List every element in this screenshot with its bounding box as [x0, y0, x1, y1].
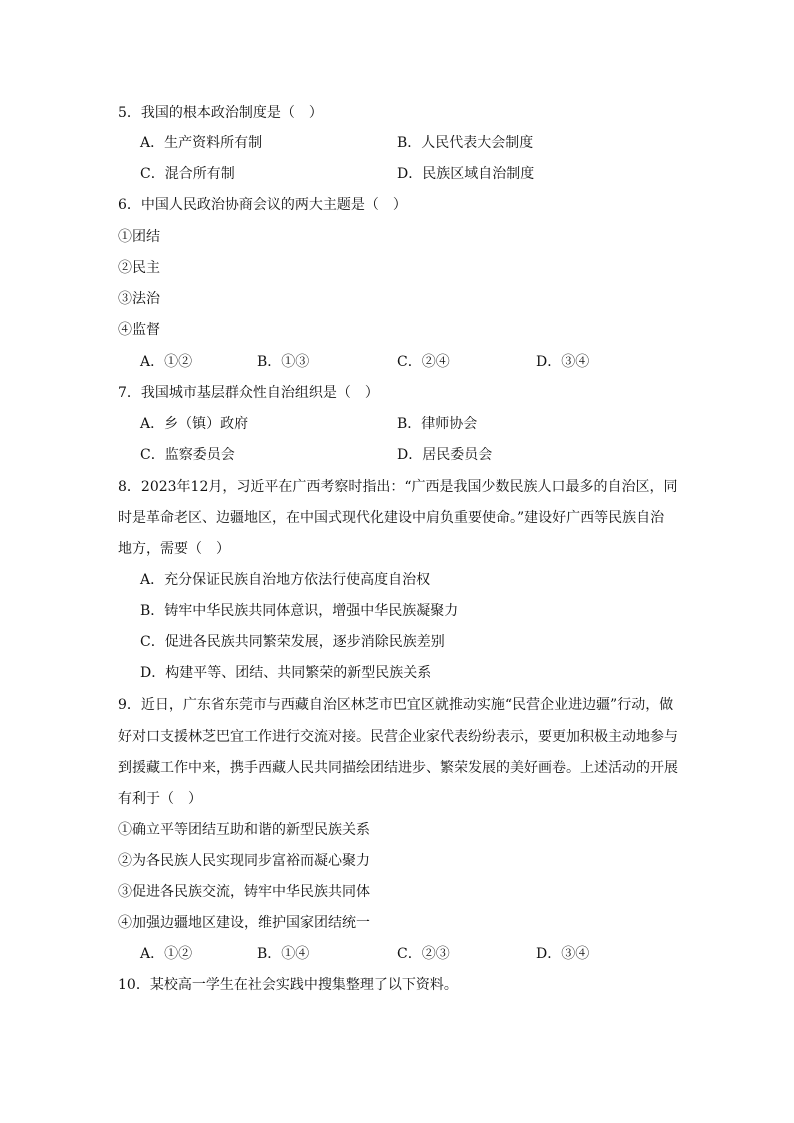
q6-option-d[interactable]: D．③④ — [536, 354, 590, 370]
q5-option-d[interactable]: D．民族区域自治制度 — [397, 166, 535, 182]
q6-option-c[interactable]: C．②④ — [397, 354, 450, 370]
q8-option-a[interactable]: A．充分保证民族自治地方依法行使高度自治权 — [140, 572, 431, 588]
question-9-stem-line-2: 好对口支援林芝巴宜工作进行交流对接。民营企业家代表纷纷表示，要更加积极主动地参与 — [118, 729, 678, 745]
q8-option-c[interactable]: C．促进各民族共同繁荣发展，逐步消除民族差别 — [140, 634, 445, 650]
question-9-stem-line-1: 9．近日，广东省东莞市与西藏自治区林芝市巴宜区就推动实施“民营企业进边疆”行动，做 — [118, 697, 674, 713]
q6-item-3: ③法治 — [118, 291, 160, 307]
q6-item-1: ①团结 — [118, 229, 160, 245]
q9-option-c[interactable]: C．②③ — [397, 946, 450, 962]
q9-item-4: ④加强边疆地区建设，维护国家团结统一 — [118, 915, 370, 931]
q6-item-2: ②民主 — [118, 260, 160, 276]
q6-option-b[interactable]: B．①③ — [257, 354, 310, 370]
q7-option-b[interactable]: B．律师协会 — [397, 416, 478, 432]
question-6-stem: 6．中国人民政治协商会议的两大主题是（ ） — [118, 197, 407, 213]
q9-item-3: ③促进各民族交流，铸牢中华民族共同体 — [118, 884, 370, 900]
question-9-stem-line-3: 到援藏工作中来，携手西藏人民共同描绘团结进步、繁荣发展的美好画卷。上述活动的开展 — [118, 760, 678, 776]
q8-option-b[interactable]: B．铸牢中华民族共同体意识，增强中华民族凝聚力 — [140, 603, 459, 619]
q6-option-a[interactable]: A．①② — [140, 354, 193, 370]
q9-item-2: ②为各民族人民实现同步富裕而凝心聚力 — [118, 853, 370, 869]
q9-option-d[interactable]: D．③④ — [536, 946, 590, 962]
q9-item-1: ①确立平等团结互助和谐的新型民族关系 — [118, 822, 370, 838]
question-8-stem-line-3: 地方，需要（ ） — [118, 541, 230, 557]
q7-option-c[interactable]: C．监察委员会 — [140, 447, 235, 463]
q5-option-c[interactable]: C．混合所有制 — [140, 166, 235, 182]
question-7-stem: 7．我国城市基层群众性自治组织是（ ） — [118, 385, 379, 401]
q6-item-4: ④监督 — [118, 322, 160, 338]
q7-option-d[interactable]: D．居民委员会 — [397, 447, 493, 463]
q9-option-b[interactable]: B．①④ — [257, 946, 310, 962]
q9-option-a[interactable]: A．①② — [140, 946, 193, 962]
question-10-stem: 10．某校高一学生在社会实践中搜集整理了以下资料。 — [118, 977, 458, 993]
question-8-stem-line-2: 时是革命老区、边疆地区，在中国式现代化建设中肩负重要使命。”建设好广西等民族自治 — [118, 510, 665, 526]
q7-option-a[interactable]: A．乡（镇）政府 — [140, 416, 249, 432]
q5-option-b[interactable]: B．人民代表大会制度 — [397, 135, 534, 151]
q8-option-d[interactable]: D．构建平等、团结、共同繁荣的新型民族关系 — [140, 665, 432, 681]
q5-option-a[interactable]: A．生产资料所有制 — [140, 135, 263, 151]
question-5-stem: 5．我国的根本政治制度是（ ） — [118, 105, 323, 121]
question-9-stem-line-4: 有利于（ ） — [118, 791, 202, 807]
question-8-stem-line-1: 8．2023年12月，习近平在广西考察时指出：“广西是我国少数民族人口最多的自治区，同 — [118, 479, 678, 495]
